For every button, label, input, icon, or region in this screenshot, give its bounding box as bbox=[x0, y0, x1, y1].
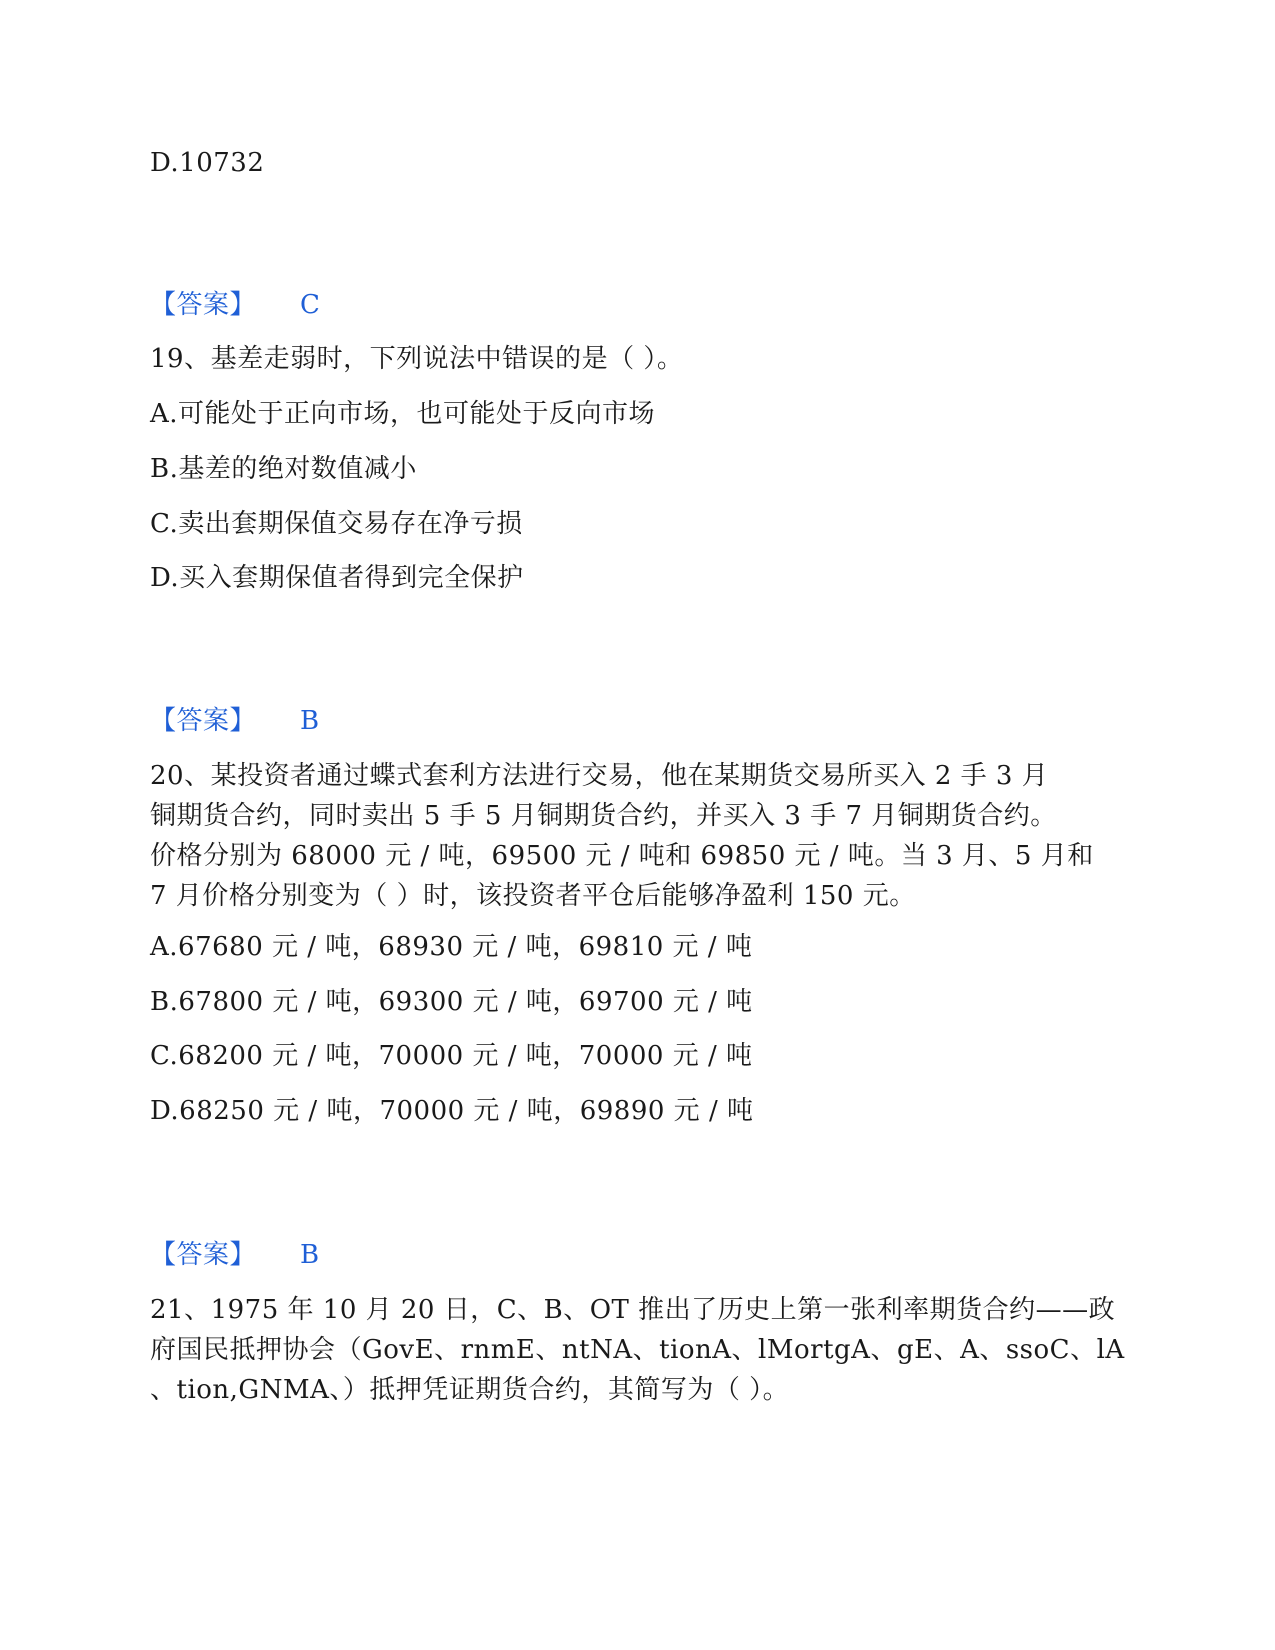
q20-option-a: A.67680 元 / 吨，68930 元 / 吨，69810 元 / 吨 bbox=[150, 932, 753, 962]
q18-answer bbox=[150, 290, 320, 320]
q20-question-line: 价格分别为 68000 元 / 吨，69500 元 / 吨和 69850 元 / 吨。当 3 月、5 月和 bbox=[150, 841, 1094, 871]
q18-option-d: D.10732 bbox=[150, 148, 265, 178]
q19-option-a: A.可能处于正向市场，也可能处于反向市场 bbox=[150, 399, 656, 429]
answer-label: 【答案】 bbox=[150, 706, 257, 736]
q20-question-line: 铜期货合约，同时卖出 5 手 5 月铜期货合约，并买入 3 手 7 月铜期货合约。 bbox=[150, 801, 1057, 831]
q21-question-line: 、tion,GNMA、）抵押凭证期货合约，其简写为（ ）。 bbox=[150, 1375, 790, 1405]
q19-option-c: C.卖出套期保值交易存在净亏损 bbox=[150, 509, 523, 539]
q20-option-b: B.67800 元 / 吨，69300 元 / 吨，69700 元 / 吨 bbox=[150, 987, 753, 1017]
q20-answer bbox=[150, 1240, 320, 1270]
q20-question-line: 7 月价格分别变为（ ）时，该投资者平仓后能够净盈利 150 元。 bbox=[150, 881, 916, 911]
q20-option-d: D.68250 元 / 吨，70000 元 / 吨，69890 元 / 吨 bbox=[150, 1096, 754, 1126]
q19-question: 19、基差走弱时，下列说法中错误的是（ ）。 bbox=[150, 344, 684, 374]
answer-value: B bbox=[300, 706, 320, 736]
q19-answer bbox=[150, 706, 320, 736]
q20-question bbox=[150, 756, 1130, 916]
answer-value: B bbox=[300, 1240, 320, 1270]
q20-question-line: 20、某投资者通过蝶式套利方法进行交易，他在某期货交易所买入 2 手 3 月 bbox=[150, 761, 1049, 791]
answer-label: 【答案】 bbox=[150, 290, 257, 320]
q21-question bbox=[150, 1290, 1130, 1410]
q19-option-b: B.基差的绝对数值减小 bbox=[150, 454, 417, 484]
answer-label: 【答案】 bbox=[150, 1240, 257, 1270]
q21-question-line: 府国民抵押协会（GovE、rnmE、ntNA、tionA、lMortgA、gE、A、ssoC、lA bbox=[150, 1335, 1125, 1365]
q19-option-d: D.买入套期保值者得到完全保护 bbox=[150, 563, 524, 593]
q21-question-line: 21、1975 年 10 月 20 日，C、B、OT 推出了历史上第一张利率期货合约——政 bbox=[150, 1295, 1116, 1325]
answer-value: C bbox=[300, 290, 321, 320]
q20-option-c: C.68200 元 / 吨，70000 元 / 吨，70000 元 / 吨 bbox=[150, 1041, 753, 1071]
